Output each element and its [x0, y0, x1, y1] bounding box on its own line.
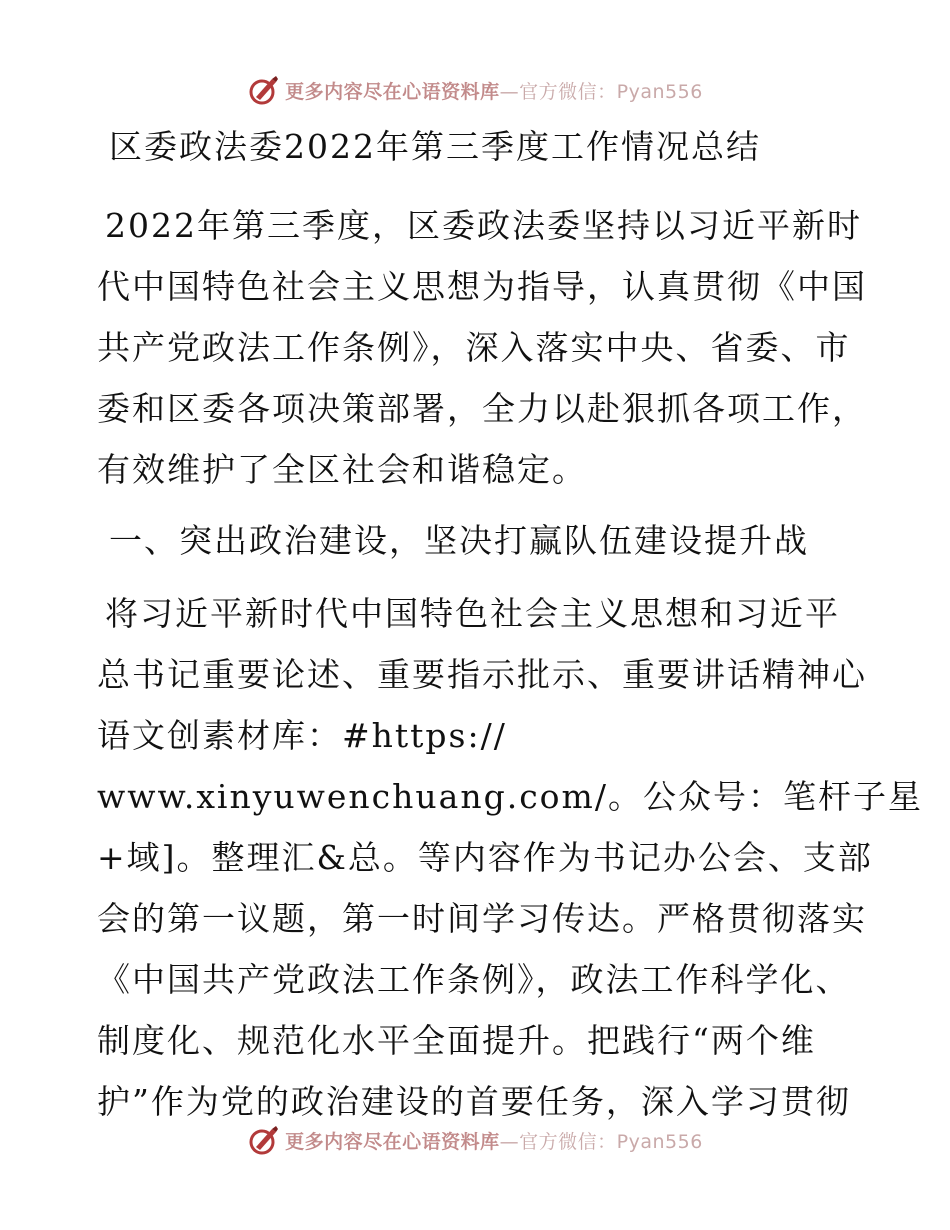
intro-paragraph: [97, 195, 867, 500]
banner-contact: 官方微信：Pyan556: [519, 1130, 703, 1153]
section-1-line: +域]。整理汇&总。等内容作为书记办公会、支部: [97, 838, 873, 877]
document-title: 区委政法委2022年第三季度工作情况总结: [109, 127, 761, 166]
intro-line: 共产党政法工作条例》，深入落实中央、省委、市: [97, 328, 851, 367]
section-1-line: www.xinyuwenchuang.com/。公众号：笔杆子星: [97, 777, 923, 816]
banner-text: [285, 1127, 703, 1154]
section-1-line: 护”作为党的政治建设的首要任务，深入学习贯彻: [97, 1082, 851, 1121]
intro-line: 代中国特色社会主义思想为指导，认真贯彻《中国: [97, 267, 867, 306]
intro-line: 有效维护了全区社会和谐稳定。: [97, 450, 587, 489]
section-1-line: 将习近平新时代中国特色社会主义思想和习近平: [105, 594, 840, 633]
pen-logo-icon: [247, 1123, 281, 1157]
document-body: [97, 124, 923, 1142]
banner-separator: —: [499, 80, 520, 103]
section-1-line: 《中国共产党政法工作条例》，政法工作科学化、: [97, 960, 851, 999]
section-1-line: 制度化、规范化水平全面提升。把践行“两个维: [97, 1021, 816, 1060]
section-1-heading: 一、突出政治建设，坚决打赢队伍建设提升战: [109, 521, 809, 560]
banner-text: [285, 77, 703, 104]
banner-separator: —: [499, 1130, 520, 1153]
banner-brand: 更多内容尽在心语资料库: [285, 1130, 500, 1153]
banner-brand: 更多内容尽在心语资料库: [285, 80, 500, 103]
intro-line: 委和区委各项决策部署，全力以赴狠抓各项工作，: [97, 389, 867, 428]
pen-logo-icon: [247, 73, 281, 107]
section-1-line: 总书记重要论述、重要指示批示、重要讲话精神心: [97, 655, 867, 694]
header-watermark-banner: [0, 70, 950, 110]
section-1-line: 语文创素材库：#https://: [97, 716, 507, 755]
footer-watermark-banner: [0, 1120, 950, 1160]
intro-line: 2022年第三季度，区委政法委坚持以习近平新时: [105, 206, 862, 245]
banner-contact: 官方微信：Pyan556: [519, 80, 703, 103]
section-1-paragraph: [97, 583, 923, 1132]
section-1-line: 会的第一议题，第一时间学习传达。严格贯彻落实: [97, 899, 867, 938]
